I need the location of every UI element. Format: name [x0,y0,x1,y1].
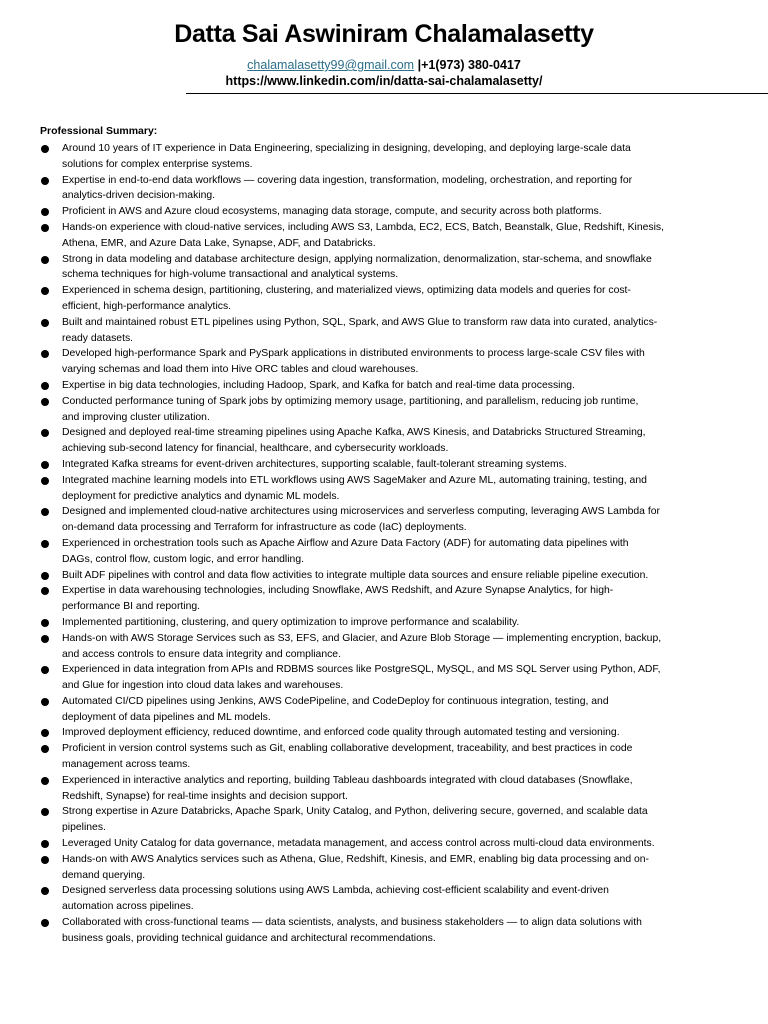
summary-item-line: Experienced in interactive analytics and reporting, building Tableau dashboards integrated with cloud databases (Snowflake, [62,774,633,786]
summary-item-line: Around 10 years of IT experience in Data Engineering, specializing in designing, developing, and deploying large-scale data [62,143,631,154]
candidate-name: Datta Sai Aswiniram Chalamalasetty [174,20,594,48]
bullet-icon [41,398,49,406]
summary-item [40,394,730,426]
summary-item-line: pipelines. [62,822,106,834]
summary-item [40,346,730,378]
summary-item [40,773,730,805]
summary-item [40,852,730,884]
summary-item-line: DAGs, control flow, custom logic, and error handling. [62,553,304,565]
summary-item-line: Proficient in AWS and Azure cloud ecosystems, managing data storage, compute, and security across both platforms. [62,206,602,218]
summary-item-line: Strong in data modeling and database architecture design, applying normalization, denormalization, star-schema, and snowflake [62,253,652,265]
summary-item-line: Developed high-performance Spark and PySpark applications in distributed environments to process large-scale CSV files with [62,348,645,360]
bullet-icon [41,856,49,864]
summary-item-line: performance BI and reporting. [62,601,201,613]
bullet-icon [41,729,49,737]
section-title-professional-summary: Professional Summary: [40,125,158,137]
contact-block [0,57,768,89]
summary-item [40,536,730,568]
bullet-icon [41,177,49,185]
summary-item-line: Hands-on with AWS Analytics services such as Athena, Glue, Redshift, Kinesis, and EMR, enabling big data processing and on- [62,853,649,865]
bullet-icon [41,477,49,485]
summary-item-line: Experienced in orchestration tools such as Apache Airflow and Azure Data Factory (ADF) for automating data pipelines with [62,537,629,549]
summary-item [40,252,730,284]
bullet-icon [41,619,49,627]
bullet-icon [41,508,49,516]
summary-item-line: Leveraged Unity Catalog for data governance, metadata management, and access control across multi-cloud data environments. [62,838,655,850]
summary-item-line: business goals, providing technical guidance and architectural recommendations. [62,932,436,944]
summary-item-line: and improving cluster utilization. [62,411,210,423]
bullet-icon [41,808,49,816]
summary-item [40,725,730,741]
bullet-icon [41,666,49,674]
summary-item-line: Conducted performance tuning of Spark jobs by optimizing memory usage, partitioning, and parallelism, reducing job runtime, [62,395,639,407]
summary-item [40,283,730,315]
summary-item [40,883,730,915]
summary-item-line: Designed serverless data processing solutions using AWS Lambda, achieving cost-efficient scalability and event-driven [62,885,609,897]
summary-item-line: and access controls to ensure data integrity and compliance. [62,648,341,660]
summary-item-line: Implemented partitioning, clustering, and query optimization to improve performance and scalability. [62,616,520,628]
summary-item [40,141,730,173]
bullet-icon [41,256,49,264]
bullet-icon [41,461,49,469]
bullet-icon [41,840,49,848]
bullet-icon [41,350,49,358]
summary-item [40,741,730,773]
summary-item-line: ready datasets. [62,332,134,344]
bullet-icon [41,635,49,643]
summary-item-line: Integrated machine learning models into ETL workflows using AWS SageMaker and Azure ML, automating training, testing, and [62,474,647,486]
summary-item-line: on-demand data processing and Terraform for infrastructure as code (IaC) deployments. [62,522,467,534]
summary-item [40,615,730,631]
bullet-icon [41,208,49,216]
summary-item-line: Collaborated with cross-functional teams — data scientists, analysts, and business stakeholders — to align data solutions with [62,917,642,929]
header-divider [186,93,768,94]
summary-item [40,915,730,947]
contact-line-1 [0,57,768,73]
summary-item [40,473,730,505]
summary-item [40,631,730,663]
summary-item-line: Experienced in data integration from APIs and RDBMS sources like PostgreSQL, MySQL, and MS SQL Server using Python, ADF, [62,664,661,676]
summary-item-line: varying schemas and load them into Hive ORC tables and cloud warehouses. [62,364,419,376]
summary-list [40,141,730,947]
summary-item-line: Improved deployment efficiency, reduced downtime, and enforced code quality through automated testing and versioning. [62,727,620,739]
linkedin-url: https://www.linkedin.com/in/datta-sai-chalamalasetty/ [225,74,543,88]
summary-item [40,583,730,615]
summary-item-line: Designed and implemented cloud-native architectures using microservices and serverless computing, leveraging AWS Lambda for [62,506,660,518]
summary-item [40,220,730,252]
summary-item-line: management across teams. [62,759,191,771]
summary-item-line: demand querying. [62,869,146,881]
summary-item-line: Hands-on experience with cloud-native services, including AWS S3, Lambda, EC2, ECS, Batch, Beanstalk, Glue, Redshift, Kinesis, [62,221,664,233]
bullet-icon [41,587,49,595]
bullet-icon [41,429,49,437]
summary-item-line: solutions for complex enterprise systems. [62,158,253,170]
summary-item [40,378,730,394]
summary-item [40,568,730,584]
summary-item-line: Built ADF pipelines with control and data flow activities to integrate multiple data sources and ensure reliable pipeline execution. [62,569,649,581]
bullet-icon [41,745,49,753]
summary-item-line: Redshift, Synapse) for real-time insights and decision support. [62,790,348,802]
summary-item-line: Expertise in big data technologies, including Hadoop, Spark, and Kafka for batch and real-time data processing. [62,379,575,391]
summary-item [40,836,730,852]
bullet-icon [41,319,49,327]
bullet-icon [41,145,49,153]
phone-number: |+1(973) 380-0417 [417,58,521,72]
summary-item-line: Experienced in schema design, partitioning, clustering, and materialized views, optimizing data models and queries for cost- [62,285,631,297]
bullet-icon [41,540,49,548]
summary-item-line: automation across pipelines. [62,901,194,913]
summary-item-line: Hands-on with AWS Storage Services such as S3, EFS, and Glacier, and Azure Blob Storage — implementing encryption, backup, [62,632,662,644]
summary-item [40,694,730,726]
summary-item-line: and Glue for ingestion into cloud data lakes and warehouses. [62,680,344,692]
summary-item-line: analytics-driven decision-making. [62,190,216,202]
summary-item [40,173,730,205]
summary-item [40,804,730,836]
summary-item-line: Proficient in version control systems such as Git, enabling collaborative development, traceability, and best practices in code [62,743,633,755]
summary-item [40,457,730,473]
bullet-icon [41,382,49,390]
summary-item-line: Built and maintained robust ETL pipelines using Python, SQL, Spark, and AWS Glue to transform raw data into curated, analytics- [62,316,658,328]
bullet-icon [41,777,49,785]
summary-item [40,204,730,220]
bullet-icon [41,887,49,895]
summary-item-line: achieving sub-second latency for financial, healthcare, and cybersecurity workloads. [62,443,449,455]
summary-item-line: Designed and deployed real-time streaming pipelines using Apache Kafka, AWS Kinesis, and Databricks Structured Streaming, [62,427,646,439]
summary-item-line: Integrated Kafka streams for event-driven architectures, supporting scalable, fault-tolerant streaming systems. [62,458,567,470]
summary-item [40,662,730,694]
summary-item-line: Expertise in end-to-end data workflows — covering data ingestion, transformation, modeling, orchestration, and reporting for [62,174,633,186]
summary-item-line: Athena, EMR, and Azure Data Lake, Synapse, ADF, and Databricks. [62,237,376,249]
bullet-icon [41,287,49,295]
summary-item [40,315,730,347]
summary-item-line: schema techniques for high-volume transactional and analytical systems. [62,269,399,281]
summary-item-line: deployment of data pipelines and ML models. [62,711,271,723]
bullet-icon [41,698,49,706]
summary-item-line: Strong expertise in Azure Databricks, Apache Spark, Unity Catalog, and Python, delivering secure, governed, and scalable data [62,806,648,818]
bullet-icon [41,572,49,580]
email-link[interactable]: chalamalasetty99@gmail.com [247,58,415,72]
summary-item-line: Automated CI/CD pipelines using Jenkins, AWS CodePipeline, and CodeDeploy for continuous integration, testing, and [62,695,609,707]
summary-item-line: deployment for predictive analytics and dynamic ML models. [62,490,340,502]
bullet-icon [41,224,49,232]
summary-item-line: efficient, high-performance analytics. [62,300,232,312]
summary-item [40,425,730,457]
summary-item [40,504,730,536]
bullet-icon [41,919,49,927]
summary-item-line: Expertise in data warehousing technologies, including Snowflake, AWS Redshift, and Azure Synapse Analytics, for high- [62,585,614,597]
